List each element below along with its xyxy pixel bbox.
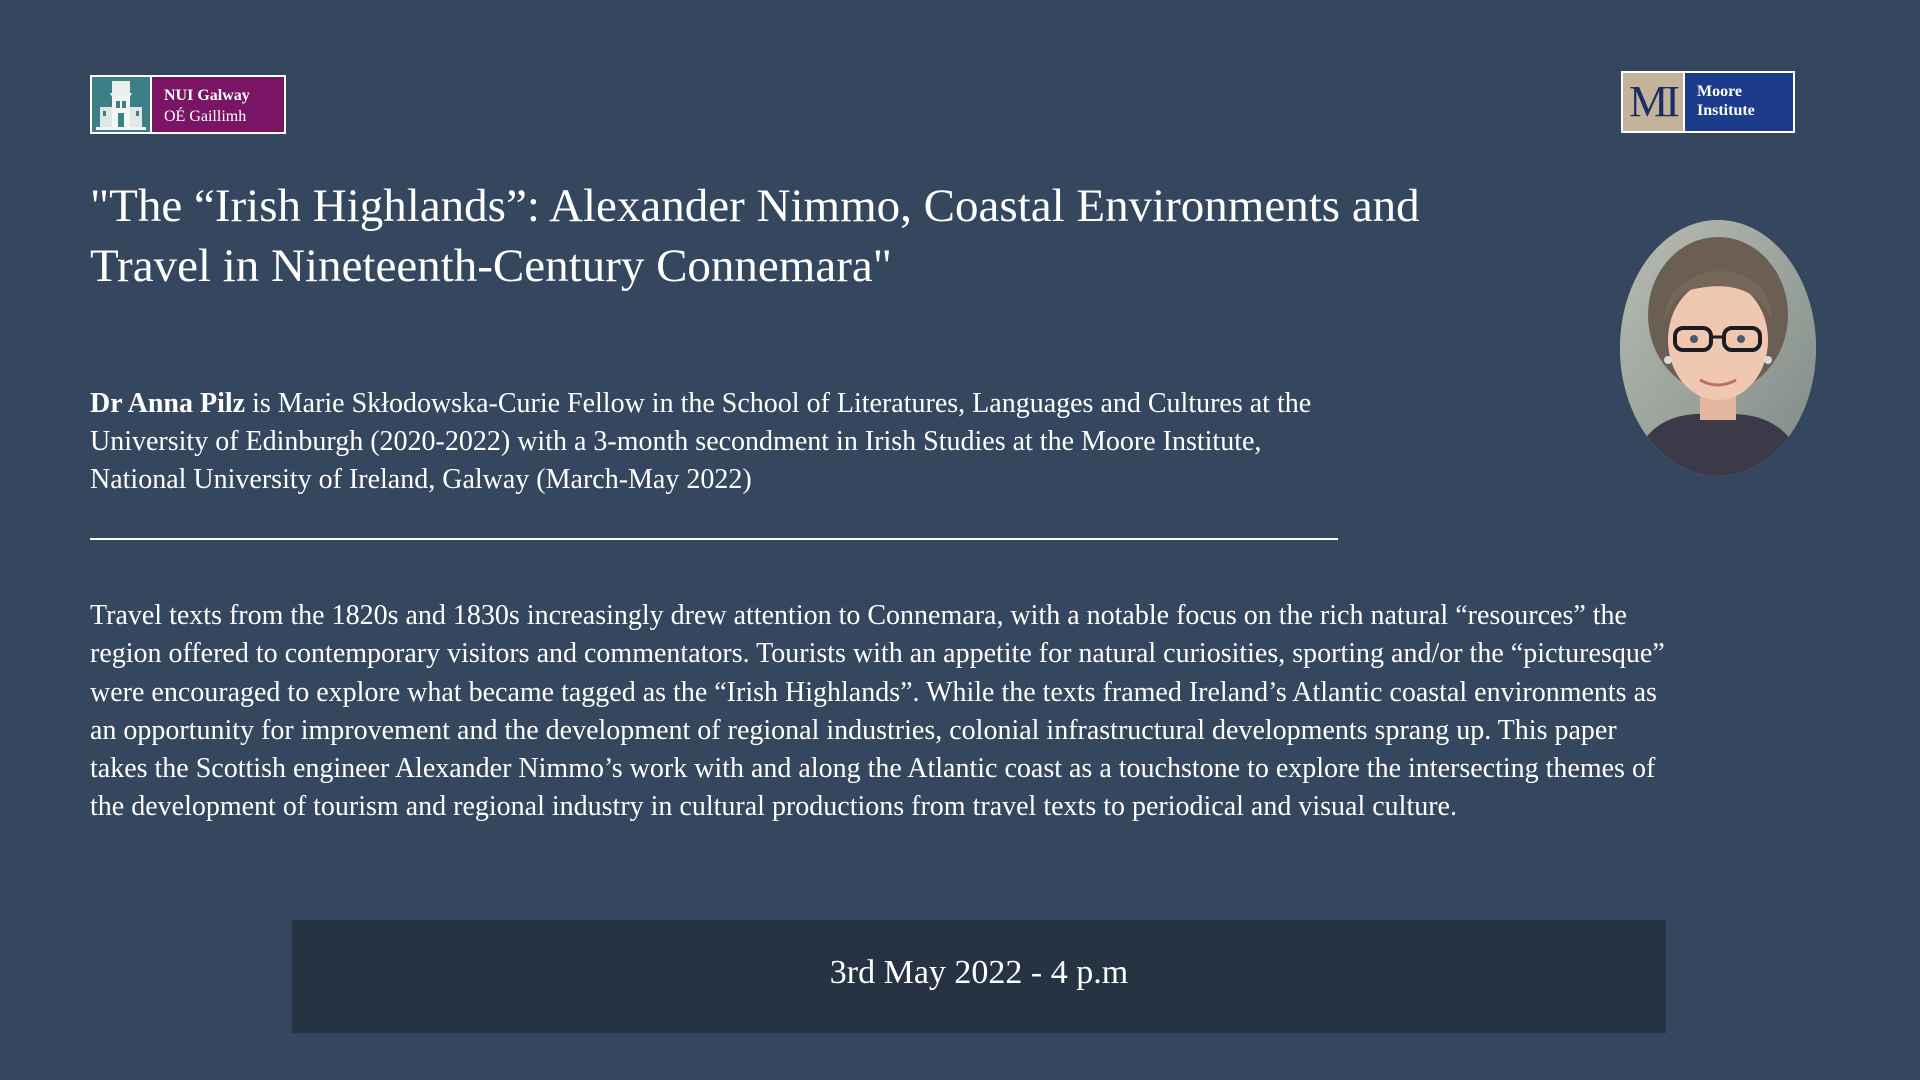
moore-institute-monogram: MI: [1623, 73, 1683, 131]
moore-logo-line1: Moore: [1697, 83, 1743, 100]
university-tower-icon: [92, 77, 150, 132]
event-date: 3rd May 2022 - 4 p.m: [829, 953, 1129, 991]
moore-institute-wordmark: [1685, 73, 1793, 131]
nui-logo-line2: OÉ Gaillimh: [164, 108, 247, 125]
moore-institute-logo: [1621, 71, 1795, 133]
talk-title: "The “Irish Highlands”: Alexander Nimmo, Coastal Environments and Travel in Nineteenth-Century Connemara": [90, 180, 1420, 292]
nui-logo-line1: NUI Galway: [164, 87, 250, 104]
nui-logo-wordmark: [152, 77, 284, 132]
speaker-name: Dr Anna Pilz: [90, 388, 246, 419]
speaker-bio-text: is Marie Skłodowska-Curie Fellow in the School of Literatures, Languages and Cultures at the University of Edinburgh (2020-2022) with a 3-month secondment in Irish Studies at the Moore Institute, National University of Ireland, Galway (March-May 2022): [90, 388, 1312, 495]
talk-abstract: Travel texts from the 1820s and 1830s increasingly drew attention to Connemara, with a notable focus on the rich natural “resources” the region offered to contemporary visitors and commentators. Tourists with an appetite for natural curiosities, sporting and/or the “picturesque” were encouraged to explore what became tagged as the “Irish Highlands”. While the texts framed Ireland’s Atlantic coastal environments as an opportunity for improvement and the development of regional industries, colonial infrastructural developments sprang up. This paper takes the Scottish engineer Alexander Nimmo’s work with and along the Atlantic coast as a touchstone to explore the intersecting themes of the development of tourism and regional industry in cultural productions from travel texts to periodical and visual culture.: [90, 600, 1665, 823]
nui-galway-logo: [90, 75, 286, 134]
section-divider: [90, 538, 1338, 540]
speaker-bio: [90, 385, 1340, 499]
event-date-banner: [292, 920, 1666, 1033]
speaker-portrait: [1620, 220, 1816, 476]
moore-logo-line2: Institute: [1697, 102, 1755, 119]
